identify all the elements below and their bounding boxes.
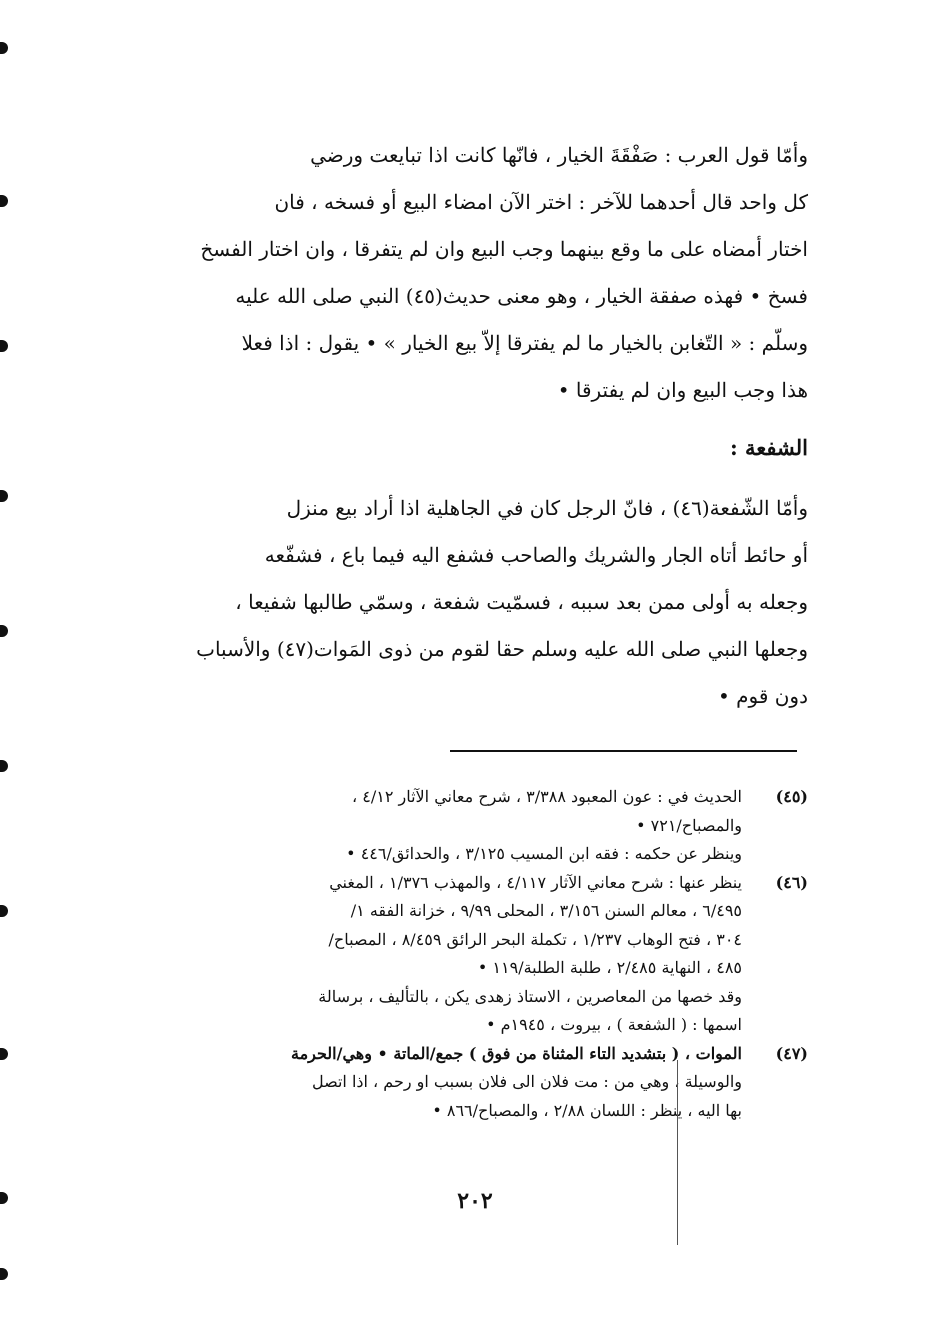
paragraph-shufa <box>140 485 808 720</box>
scan-artifact-line <box>677 1060 678 1245</box>
binding-mark <box>0 42 8 54</box>
footnote-line: والوسيلة ، وهي من : مت فلان الى فلان بسبب او رحم ، اذا اتصل <box>311 1072 742 1091</box>
binding-mark <box>0 760 8 772</box>
footnote-line: بها اليه ، ينظر : اللسان ٢/٨٨ ، والمصباح/٨٦٦ • <box>432 1100 742 1120</box>
footnote-number: (٤٦) <box>775 872 808 892</box>
text-line: وسلّم : « التّغابن بالخيار ما لم يفترقا إلاّ بيع الخيار » • يقول : اذا فعلا <box>241 331 808 355</box>
binding-mark <box>0 1268 8 1280</box>
footnote-45 <box>140 783 808 869</box>
footnote-line: وقد خصها من المعاصرين ، الاستاذ زهدى يكن ، بالتأليف ، برسالة <box>318 986 742 1006</box>
footnote-46 <box>140 869 808 1040</box>
footnote-line: اسمها : ( الشفعة ) ، بيروت ، ١٩٤٥م • <box>486 1015 742 1034</box>
text-line: فسخ • فهذه صفقة الخيار ، وهو معنى حديث(٤٥) النبي صلى الله عليه <box>235 284 808 308</box>
footnote-body <box>140 1040 742 1126</box>
footnote-line: ٤٨٥ ، النهاية ٢/٤٨٥ ، طلبة الطلبة/١١٩ • <box>477 958 742 977</box>
footnote-line: ينظر عنها : شرح معاني الآثار ٤/١١٧ ، والمهذب ١/٣٧٦ ، المغني <box>329 872 742 892</box>
binding-mark <box>0 905 8 917</box>
section-heading: الشفعة : <box>729 435 808 460</box>
binding-mark <box>0 625 8 637</box>
footnote-number: (٤٧) <box>775 1043 808 1063</box>
footnote-line: الحديث في : عون المعبود ٣/٣٨٨ ، شرح معاني الآثار ٤/١٢ ، <box>351 787 742 806</box>
binding-mark <box>0 195 8 207</box>
text-line: دون قوم • <box>717 684 808 708</box>
footnote-47 <box>140 1040 808 1126</box>
footnote-body <box>140 783 742 869</box>
paragraph-safqat-al-khiyar <box>140 132 808 414</box>
text-line: وأمّا الشّفعة(٤٦) ، فانّ الرجل كان في الجاهلية اذا أراد بيع منزل <box>286 496 808 520</box>
footnotes <box>140 783 808 1125</box>
footnote-divider <box>450 750 797 752</box>
footnote-line: وينظر عن حكمه : فقه ابن المسيب ٣/١٢٥ ، والحدائق/٤٤٦ • <box>346 844 742 863</box>
footnote-number: (٤٥) <box>775 787 808 806</box>
footnote-line: ٦/٤٩٥ ، معالم السنن ٣/١٥٦ ، المحلى ٩/٩٩ ، خزانة الفقه ١/ <box>350 901 742 920</box>
text-line: هذا وجب البيع وان لم يفترقا • <box>557 378 808 402</box>
text-line: وجعله به أولى ممن بعد سببه ، فسمّيت شفعة ، وسمّي طالبها شفيعا ، <box>235 590 808 614</box>
footnote-line: الموات ، ( بتشديد التاء المثناة من فوق ) جمع/الماتة • وهي/الحرمة <box>290 1043 742 1063</box>
binding-mark <box>0 1192 8 1204</box>
binding-mark <box>0 1048 8 1060</box>
footnote-body <box>140 869 742 1040</box>
text-line: أو حائط أتاه الجار والشريك والصاحب فشفع اليه فيما باع ، فشفّعه <box>264 543 808 567</box>
text-line: وجعلها النبي صلى الله عليه وسلم حقا لقوم من ذوى المَوات(٤٧) والأسباب <box>196 637 808 661</box>
page-number: ٢٠٢ <box>457 1188 493 1214</box>
footnote-line: ٣٠٤ ، فتح الوهاب ١/٢٣٧ ، تكملة البحر الرائق ٨/٤٥٩ ، المصباح/ <box>328 929 742 949</box>
text-line: كل واحد قال أحدهما للآخر : اختر الآن امضاء البيع أو فسخه ، فان <box>274 190 808 214</box>
text-line: اختار أمضاه على ما وقع بينهما وجب البيع وان لم يتفرقا ، وان اختار الفسخ <box>200 237 808 261</box>
footnote-line: والمصباح/٧٢١ • <box>636 815 742 835</box>
binding-mark <box>0 490 8 502</box>
text-line: وأمّا قول العرب : صَفْقَةَ الخيار ، فانّها كانت اذا تبايعت ورضي <box>310 143 808 167</box>
binding-mark <box>0 340 8 352</box>
